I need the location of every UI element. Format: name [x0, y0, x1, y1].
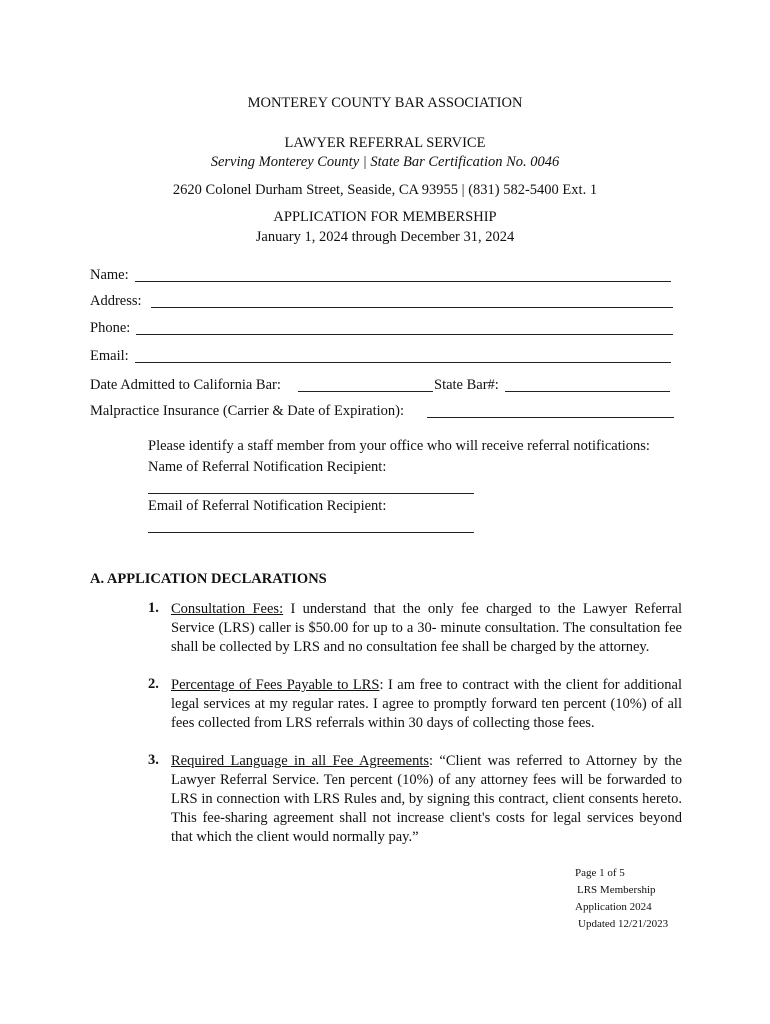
declaration-item	[148, 600, 682, 657]
email-label: Email:	[90, 348, 129, 364]
declaration-item	[148, 676, 682, 733]
item-title: Required Language in all Fee Agreements	[171, 753, 430, 769]
recipient-name-field[interactable]	[148, 493, 474, 494]
tagline: Serving Monterey County | State Bar Certification No. 0046	[210, 154, 560, 170]
malpractice-label: Malpractice Insurance (Carrier & Date of Expiration):	[90, 403, 405, 419]
item-text: I understand that the only fee charged to the Lawyer Referral Service (LRS) caller is $50.00 for up to a 30- minute consultation. The consultation fee shall be collected by LRS and no consultation fee shall be charged by the attorney.	[171, 601, 682, 655]
page-number: Page 1 of 5	[575, 867, 625, 879]
org-title: MONTEREY COUNTY BAR ASSOCIATION	[247, 95, 523, 111]
name-label: Name:	[90, 267, 129, 283]
date-admitted-label: Date Admitted to California Bar:	[90, 377, 281, 393]
state-bar-field[interactable]	[505, 391, 670, 392]
doc-year: Application 2024	[575, 901, 652, 913]
recipient-email-field[interactable]	[148, 532, 474, 533]
malpractice-field[interactable]	[427, 417, 674, 418]
date-admitted-field[interactable]	[298, 391, 433, 392]
contact-line: 2620 Colonel Durham Street, Seaside, CA 93955 | (831) 582-5400 Ext. 1	[172, 182, 598, 198]
period: January 1, 2024 through December 31, 2024	[255, 229, 515, 245]
address-label: Address:	[90, 293, 142, 309]
item-body	[171, 600, 682, 657]
recipient-email-label: Email of Referral Notification Recipient:	[148, 498, 387, 514]
staff-intro: Please identify a staff member from your office who will receive referral notifications:	[148, 438, 650, 454]
form-title: APPLICATION FOR MEMBERSHIP	[273, 209, 497, 225]
address-field[interactable]	[151, 307, 673, 308]
recipient-name-label: Name of Referral Notification Recipient:	[148, 459, 387, 475]
doc-name: LRS Membership	[577, 884, 656, 896]
item-body	[171, 752, 682, 847]
phone-label: Phone:	[90, 320, 131, 336]
state-bar-label: State Bar#:	[434, 377, 499, 393]
name-field[interactable]	[135, 281, 671, 282]
phone-field[interactable]	[136, 334, 673, 335]
declaration-item	[148, 752, 682, 847]
updated-date: Updated 12/21/2023	[578, 918, 669, 930]
section-a-heading: A. APPLICATION DECLARATIONS	[90, 571, 327, 587]
item-number: 1.	[148, 600, 159, 616]
item-text: : I am free to contract with the client for additional legal services at my regular rates. I agree to promptly forward ten percent (10%) of all fees collected from LRS referrals within 30 days of collecting those fees.	[171, 677, 682, 731]
item-number: 2.	[148, 676, 159, 692]
item-title: Consultation Fees:	[171, 601, 284, 617]
item-number: 3.	[148, 752, 159, 768]
item-title: Percentage of Fees Payable to LRS	[171, 677, 380, 693]
item-body	[171, 676, 682, 733]
item-text: : “Client was referred to Attorney by the Lawyer Referral Service. Ten percent (10%) of any attorney fees will be forwarded to LRS in connection with LRS Rules and, by signing this contract, client consents hereto. This fee-sharing agreement shall not increase client's costs for legal services beyond that which the client would normally pay.”	[171, 753, 682, 845]
service-title: LAWYER REFERRAL SERVICE	[284, 135, 486, 151]
email-field[interactable]	[135, 362, 671, 363]
